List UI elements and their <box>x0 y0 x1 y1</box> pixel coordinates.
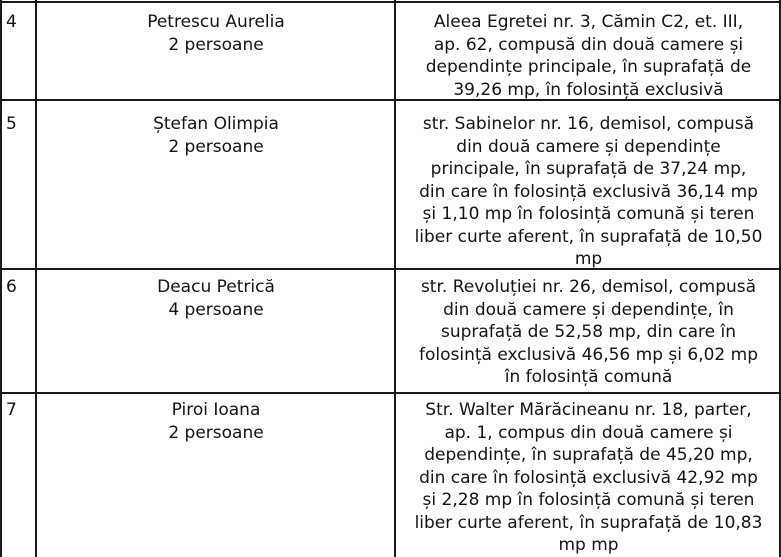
row-4-number: 4 <box>6 12 17 32</box>
row-6-tenant <box>37 276 395 321</box>
address-line: Str. Walter Mărăcineanu nr. 18, parter, <box>425 400 752 420</box>
row-4-address <box>396 11 781 101</box>
row-6-number: 6 <box>6 277 17 297</box>
address-line: și 1,10 mp în folosință comună și teren <box>422 204 755 224</box>
tenant-name: Piroi Ioana <box>171 400 261 420</box>
address-line: str. Sabinelor nr. 16, demisol, compusă <box>422 114 755 134</box>
address-line: mp mp <box>558 535 619 555</box>
tenant-persons: 2 persoane <box>168 422 264 443</box>
address-line: și 2,28 mp în folosință comună și teren <box>422 490 755 510</box>
row-7-address <box>396 399 781 557</box>
address-line: dependințe principale, în suprafață de <box>425 57 752 77</box>
tenant-name: Petrescu Aurelia <box>147 12 285 32</box>
address-line: suprafață de 52,58 mp, din care în <box>440 322 737 342</box>
address-line: din două camere și dependințe <box>456 136 721 157</box>
row-7-number: 7 <box>6 400 17 420</box>
row-5-number: 5 <box>6 114 17 134</box>
row-divider-top <box>0 1 781 3</box>
address-line: dependințe, în suprafață de 45,20 mp, <box>424 445 753 465</box>
address-line: în folosință comună <box>504 367 673 387</box>
address-line: ap. 62, compusă din două camere și <box>433 34 744 55</box>
address-line: din care în folosință exclusivă 36,14 mp <box>419 181 758 202</box>
address-line: din două camere și dependințe, în <box>443 299 734 320</box>
address-line: liber curte aferent, în suprafață de 10,83 <box>414 512 763 533</box>
tenant-name: Deacu Petrică <box>157 277 275 297</box>
row-5-address <box>396 113 781 271</box>
row-7-tenant <box>37 399 395 444</box>
address-line: mp <box>574 249 603 269</box>
table-border-left <box>0 0 2 557</box>
tenant-persons: 4 persoane <box>168 299 264 320</box>
tenant-persons: 2 persoane <box>168 136 264 157</box>
address-line: ap. 1, compus din două camere și <box>444 422 733 443</box>
row-divider-6-7 <box>0 392 781 394</box>
row-6-address <box>396 276 781 389</box>
address-line: principale, în suprafață de 37,24 mp, <box>430 159 747 179</box>
address-line: liber curte aferent, în suprafață de 10,50 <box>414 226 763 247</box>
address-line: Aleea Egretei nr. 3, Cămin C2, et. III, <box>433 12 744 32</box>
address-line: str. Revoluției nr. 26, demisol, compusă <box>420 277 757 297</box>
tenant-name: Ștefan Olimpia <box>153 114 279 134</box>
address-line: 39,26 mp, în folosință exclusivă <box>453 79 724 100</box>
row-4-tenant <box>37 11 395 56</box>
address-line: folosință exclusivă 46,56 mp și 6,02 mp <box>419 344 758 365</box>
address-line: din care în folosință exclusivă 42,92 mp <box>419 467 758 488</box>
tenant-persons: 2 persoane <box>168 34 264 55</box>
row-5-tenant <box>37 113 395 158</box>
